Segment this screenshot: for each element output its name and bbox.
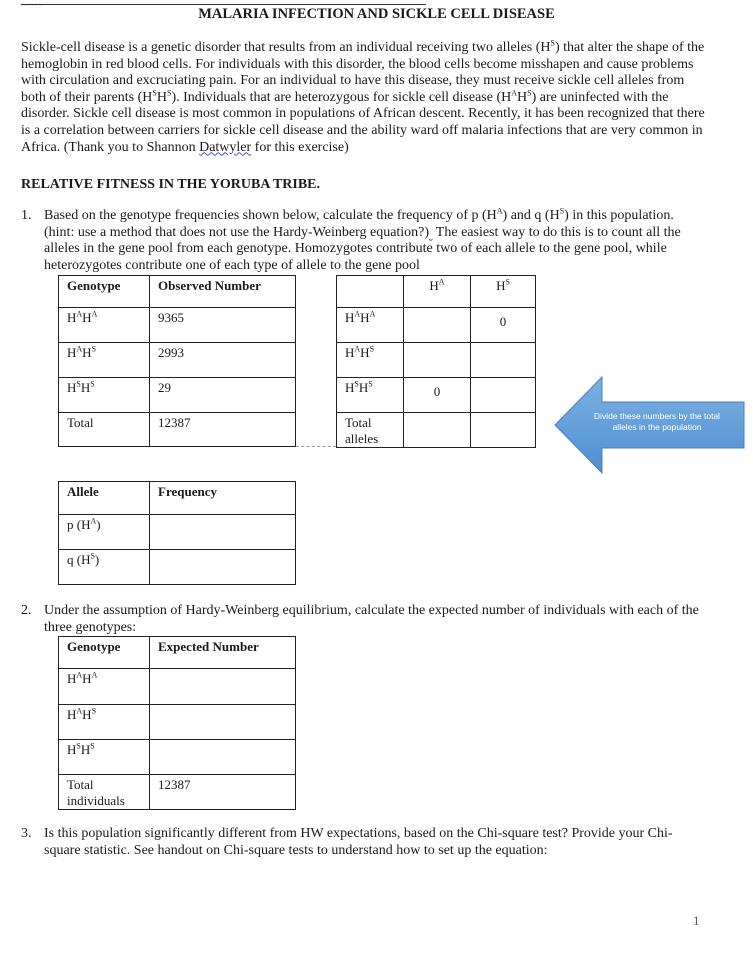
spellcheck-name: Datwyler: [199, 139, 252, 155]
observed-table: [58, 275, 296, 447]
frequency-table: [58, 481, 296, 585]
expected-table: [58, 636, 296, 810]
expected-genotype-AS: $H^AH^S$: [59, 705, 150, 740]
header-expected-number: Expected Number: [150, 637, 296, 669]
page-title: MALARIA INFECTION AND SICKLE CELL DISEASE: [198, 6, 555, 22]
intro-paragraph: Sickle-cell disease is a genetic disorder that results from an individual receiving two alleles $(H^S)$ that alter the shape of the hemoglobin in red blood cells. For individuals with this disorder, the blood cells become misshapen and cause problems with circulation and excruciating pain. For an individual to have this disease, they must receive sickle cell alleles from both of their parents $(H^SH^S)$. Individuals that are heterozygous for sickle cell disease $(H^AH^S)$ are uninfected with the disorder. Sickle cell disease is most common in populations of African descent. Recently, it has been recognized that there is a correlation between carriers for sickle cell disease and the ability ward off malaria infections that are very common in Africa. (Thank you to Shannon Datwyler for this exercise): [21, 38, 705, 155]
question-2-number: 2.: [21, 603, 32, 618]
margin-mark: 〰〰〰〰: [20, 3, 43, 9]
header-rule: [21, 4, 426, 5]
allele-q: q $(H^S)$: [59, 550, 150, 585]
table-separator: [296, 446, 336, 447]
expected-genotype-SS: $H^SH^S$: [59, 740, 150, 775]
expected-genotype-AA: $H^AH^A$: [59, 669, 150, 705]
total-observed: 12387: [150, 413, 296, 447]
page-number: 1: [693, 913, 700, 928]
genotype-AS: $H^AH^S$: [59, 343, 150, 378]
callout-text: Divide these numbers by the total alleles in the population: [593, 411, 721, 432]
observed-AS: 2993: [150, 343, 296, 378]
question-3-number: 3.: [21, 826, 32, 841]
header-genotype: Genotype: [59, 276, 150, 308]
total-label: Total: [59, 413, 150, 447]
question-3-text: Is this population significantly different from HW expectations, based on the Chi-square test? Provide your Chi-square statistic. See handout on Chi-square tests to understand how to set up the equation:: [44, 826, 673, 858]
question-1-number: 1.: [21, 208, 32, 223]
header-expected-genotype: Genotype: [59, 637, 150, 669]
frequency-p: [150, 515, 296, 550]
count-AA-HS: 0: [471, 308, 536, 343]
genotype-AA: $H^AH^A$: [59, 308, 150, 343]
section-heading: RELATIVE FITNESS IN THE YORUBA TRIBE.: [21, 177, 321, 192]
total-alleles-label: Total alleles: [337, 413, 404, 448]
count-SS-HA: 0: [404, 378, 471, 413]
allele-count-table: [336, 275, 536, 448]
genotype-SS: $H^SH^S$: [59, 378, 150, 413]
header-HA: $H^A$: [404, 276, 471, 308]
question-2-text: Under the assumption of Hardy-Weinberg equilibrium, calculate the expected number of individuals with each of the three genotypes:: [44, 603, 699, 635]
total-expected: 12387: [150, 775, 296, 810]
header-frequency: Frequency: [150, 482, 296, 515]
header-HS: $H^S$: [471, 276, 536, 308]
frequency-q: [150, 550, 296, 585]
count-genotype-SS: $H^SH^S$: [337, 378, 404, 413]
count-genotype-AA: $H^AH^A$: [337, 308, 404, 343]
allele-p: p $(H^A)$: [59, 515, 150, 550]
question-1-text: Based on the genotype frequencies shown below, calculate the frequency of p $(H^A)$ and q $(H^S)$ in this population. (hint: use a method that does not use the Hardy-Weinberg equation?) The easiest way to do this is to count all the alleles in the gene pool from each genotype. Homozygotes contribute two of each allele to the gene pool, while heterozygotes contribute one of each type of allele to the gene pool: [44, 206, 681, 273]
header-allele: Allele: [59, 482, 150, 515]
header-observed-number: Observed Number: [150, 276, 296, 308]
observed-AA: 9365: [150, 308, 296, 343]
count-genotype-AS: $H^AH^S$: [337, 343, 404, 378]
observed-SS: 29: [150, 378, 296, 413]
total-individuals-label: Total individuals: [59, 775, 150, 810]
